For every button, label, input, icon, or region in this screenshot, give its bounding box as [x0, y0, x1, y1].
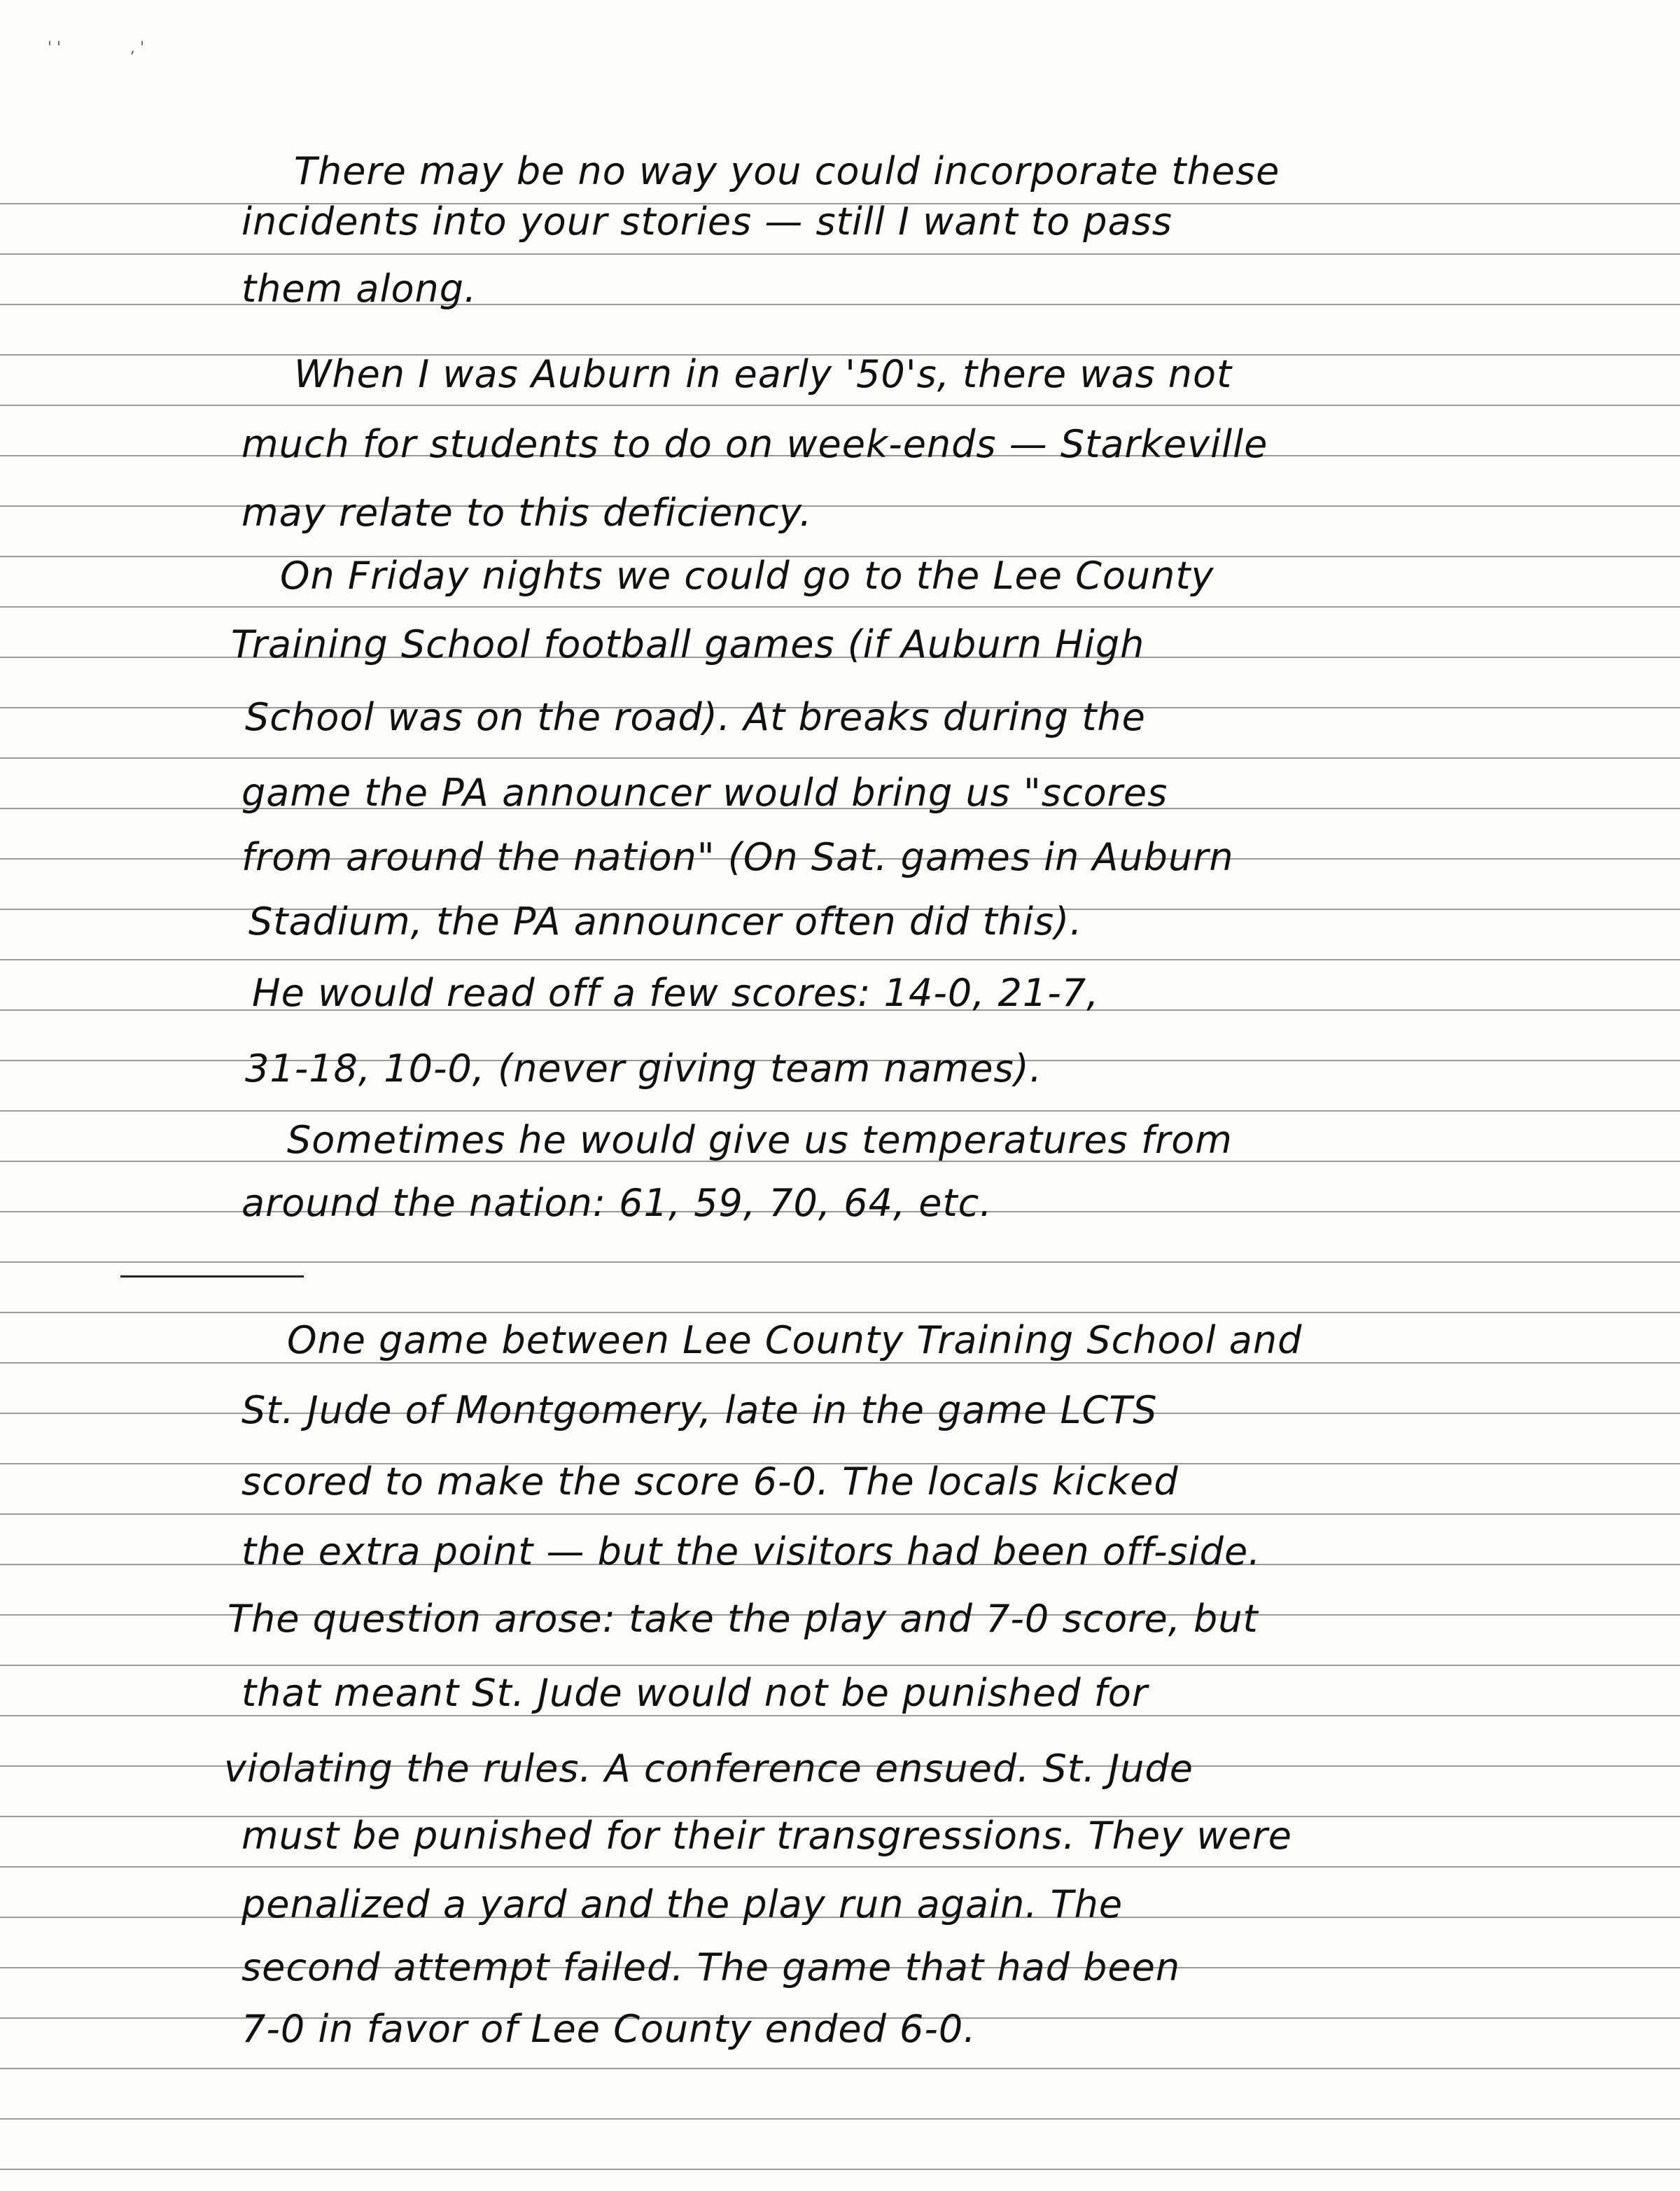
ruled-line [0, 1866, 1680, 1868]
ruled-line [0, 1665, 1680, 1666]
letter-line: game the PA announcer would bring us "scores [241, 771, 1168, 815]
letter-line: the extra point — but the visitors had been off-side. [241, 1530, 1261, 1574]
letter-line: violating the rules. A conference ensued. St. Jude [224, 1746, 1194, 1791]
letter-line: much for students to do on week-ends — Starkeville [241, 422, 1268, 466]
letter-line: incidents into your stories — still I want to pass [241, 200, 1172, 244]
letter-line: He would read off a few scores: 14-0, 21-7, [252, 971, 1100, 1015]
section-divider [120, 1275, 304, 1278]
letter-line: Stadium, the PA announcer often did this). [248, 899, 1083, 944]
ruled-line [0, 1362, 1680, 1364]
ruled-line [0, 405, 1680, 406]
ruled-line [0, 757, 1680, 759]
letter-line: must be punished for their transgressions. They were [241, 1814, 1293, 1858]
letter-line: When I was Auburn in early '50's, there was not [294, 352, 1233, 396]
letter-line: that meant St. Jude would not be punished for [241, 1671, 1149, 1715]
margin-mark: ' ' [48, 39, 62, 57]
letter-line: School was on the road). At breaks during the [245, 695, 1146, 739]
letter-line: them along. [241, 267, 477, 311]
letter-line: penalized a yard and the play run again. The [241, 1882, 1124, 1926]
letter-line: 31-18, 10-0, (never giving team names). [245, 1046, 1042, 1091]
margin-mark: , ' [130, 39, 145, 57]
letter-line: from around the nation" (On Sat. games in Auburn [241, 835, 1234, 879]
letter-line: second attempt failed. The game that had been [241, 1945, 1181, 1989]
ruled-line [0, 1261, 1680, 1263]
ruled-line [0, 959, 1680, 960]
letter-line: around the nation: 61, 59, 70, 64, etc. [241, 1181, 993, 1225]
ruled-line [0, 1312, 1680, 1313]
letter-line: There may be no way you could incorporate these [294, 149, 1280, 193]
letter-line: On Friday nights we could go to the Lee County [280, 554, 1214, 598]
letter-line: St. Jude of Montgomery, late in the game LCTS [241, 1388, 1158, 1432]
letter-line: Training School football games (if Auburn High [231, 622, 1145, 666]
ruled-line [0, 1110, 1680, 1112]
ruled-line [0, 2118, 1680, 2120]
ruled-line [0, 606, 1680, 608]
letter-line: 7-0 in favor of Lee County ended 6-0. [241, 2007, 976, 2051]
letter-line: One game between Lee County Training School and [287, 1318, 1303, 1362]
ruled-line [0, 2068, 1680, 2069]
letter-line: The question arose: take the play and 7-0 score, but [227, 1597, 1259, 1641]
ruled-line [0, 2169, 1680, 2170]
letter-line: Sometimes he would give us temperatures from [287, 1118, 1233, 1162]
ruled-line [0, 1513, 1680, 1515]
letter-line: may relate to this deficiency. [241, 491, 813, 535]
ruled-line [0, 253, 1680, 255]
letter-line: scored to make the score 6-0. The locals kicked [241, 1460, 1179, 1504]
ruled-line [0, 1715, 1680, 1716]
